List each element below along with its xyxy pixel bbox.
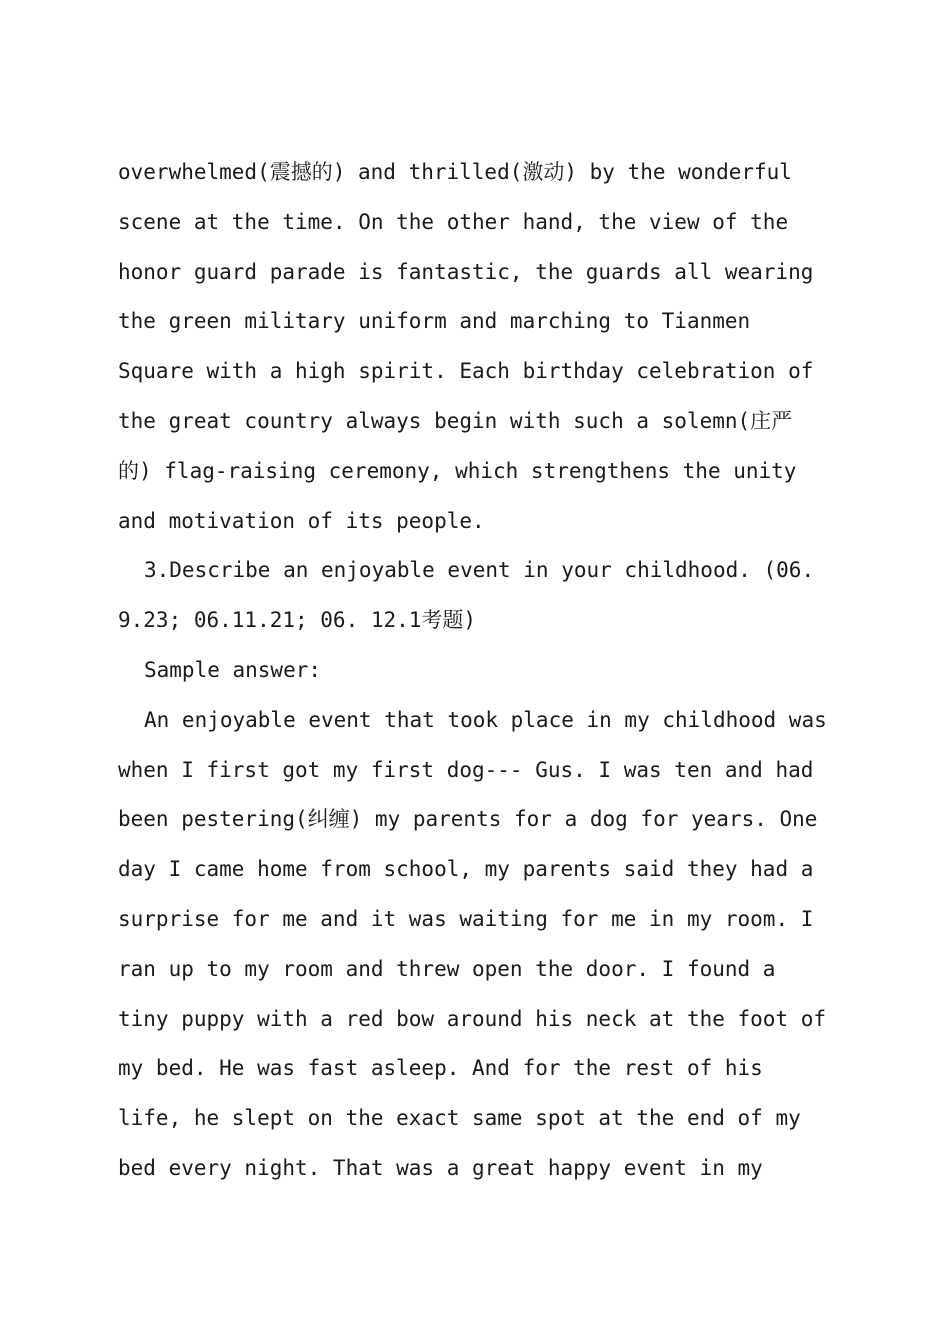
text-line: Square with a high spirit. Each birthday celebration of bbox=[118, 359, 814, 384]
text-line: tiny puppy with a red bow around his neck at the foot of bbox=[118, 1006, 827, 1031]
text-line: the great country always begin with such a solemn(庄严 bbox=[118, 408, 793, 433]
body-text bbox=[118, 148, 838, 1194]
text-line: ran up to my room and threw open the door. I found a bbox=[118, 956, 776, 981]
text-line: been pestering(纠缠) my parents for a dog for years. One bbox=[118, 807, 818, 832]
text-line: An enjoyable event that took place in my childhood was bbox=[144, 707, 827, 732]
text-line: 的) flag-raising ceremony, which strengthens the unity bbox=[118, 458, 797, 483]
text-line: Sample answer: bbox=[144, 657, 322, 682]
text-line: 9.23; 06.11.21; 06. 12.1考题) bbox=[118, 608, 477, 633]
text-line: bed every night. That was a great happy event in my bbox=[118, 1155, 763, 1180]
text-line: when I first got my first dog--- Gus. I was ten and had bbox=[118, 757, 814, 782]
text-line: day I came home from school, my parents said they had a bbox=[118, 857, 814, 882]
text-line: my bed. He was fast asleep. And for the rest of his bbox=[118, 1056, 763, 1081]
text-line: surprise for me and it was waiting for me in my room. I bbox=[118, 906, 814, 931]
text-line: life, he slept on the exact same spot at the end of my bbox=[118, 1106, 801, 1131]
text-line: and motivation of its people. bbox=[118, 508, 485, 533]
text-line: honor guard parade is fantastic, the guards all wearing bbox=[118, 259, 814, 284]
text-line: scene at the time. On the other hand, the view of the bbox=[118, 209, 789, 234]
text-line: overwhelmed(震撼的) and thrilled(激动) by the wonderful bbox=[118, 160, 792, 184]
text-line: the green military uniform and marching to Tianmen bbox=[118, 309, 751, 334]
text-line: 3.Describe an enjoyable event in your childhood. (06. bbox=[144, 558, 815, 583]
